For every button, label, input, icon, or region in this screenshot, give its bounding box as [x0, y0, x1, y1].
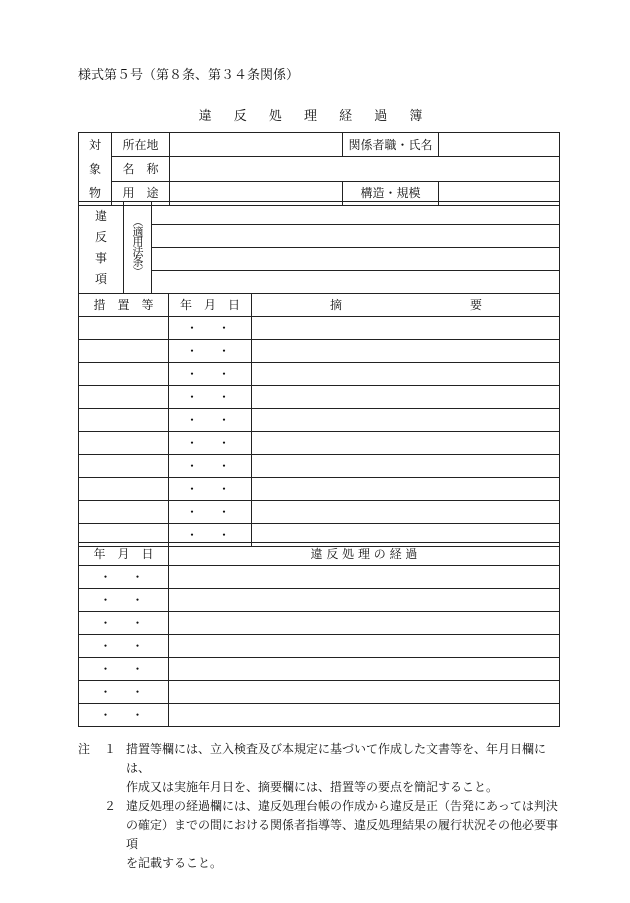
progress-date-cell[interactable]: ・ ・: [79, 589, 169, 612]
progress-cell[interactable]: [169, 566, 560, 589]
violation-label: 違 反 事 項: [79, 202, 124, 294]
progress-table: [78, 542, 560, 727]
measure-cell[interactable]: [79, 386, 169, 409]
location-field[interactable]: [170, 133, 343, 157]
summary-cell[interactable]: [252, 478, 560, 501]
use-label: 用 途: [112, 181, 170, 205]
measure-date-cell[interactable]: ・ ・: [169, 409, 252, 432]
measure-cell[interactable]: [79, 478, 169, 501]
progress-date-cell[interactable]: ・ ・: [79, 635, 169, 658]
note-text: 措置等欄には、立入検査及び本規定に基づいて作成した文書等を、年月日欄には、: [126, 742, 547, 775]
note-text: 作成又は実施年月日を、摘要欄には、措置等の要点を簡記すること。: [126, 780, 499, 794]
progress-cell[interactable]: [169, 612, 560, 635]
progress-date-header: 年 月 日: [79, 543, 169, 566]
progress-header: 違 反 処 理 の 経 過: [169, 543, 560, 566]
measure-date-cell[interactable]: ・ ・: [169, 363, 252, 386]
measures-row: [79, 363, 560, 386]
measure-date-cell[interactable]: ・ ・: [169, 524, 252, 547]
measure-date-cell[interactable]: ・ ・: [169, 455, 252, 478]
progress-row: [79, 658, 560, 681]
measures-row: [79, 409, 560, 432]
progress-row: [79, 681, 560, 704]
summary-cell[interactable]: [252, 455, 560, 478]
measures-row: [79, 478, 560, 501]
measure-cell[interactable]: [79, 501, 169, 524]
summary-cell[interactable]: [252, 386, 560, 409]
location-label: 所在地: [112, 133, 170, 157]
measures-row: [79, 340, 560, 363]
summary-cell[interactable]: [252, 409, 560, 432]
structure-label: 構造・規模: [343, 181, 439, 205]
notes-head: 注: [78, 742, 91, 756]
measure-date-cell[interactable]: ・ ・: [169, 501, 252, 524]
measure-date-cell[interactable]: ・ ・: [169, 432, 252, 455]
progress-date-cell[interactable]: ・ ・: [79, 704, 169, 727]
progress-cell[interactable]: [169, 681, 560, 704]
measure-date-cell[interactable]: ・ ・: [169, 340, 252, 363]
applicable-law-label: （適用法条）: [124, 202, 152, 294]
summary-header: 摘 要: [252, 294, 560, 317]
measure-cell[interactable]: [79, 340, 169, 363]
progress-row: [79, 635, 560, 658]
progress-date-cell[interactable]: ・ ・: [79, 681, 169, 704]
progress-date-cell[interactable]: ・ ・: [79, 566, 169, 589]
measure-cell[interactable]: [79, 363, 169, 386]
measure-cell[interactable]: [79, 317, 169, 340]
measures-row: [79, 386, 560, 409]
progress-row: [79, 566, 560, 589]
measure-date-cell[interactable]: ・ ・: [169, 386, 252, 409]
measure-cell[interactable]: [79, 455, 169, 478]
measure-date-cell[interactable]: ・ ・: [169, 478, 252, 501]
target-table: [78, 132, 560, 206]
progress-cell[interactable]: [169, 658, 560, 681]
note-number: １: [104, 742, 117, 756]
violation-row[interactable]: [152, 202, 560, 225]
progress-cell[interactable]: [169, 704, 560, 727]
summary-cell[interactable]: [252, 432, 560, 455]
person-label: 関係者職・氏名: [343, 133, 439, 157]
measures-row: [79, 455, 560, 478]
measures-table: [78, 293, 560, 547]
progress-cell[interactable]: [169, 635, 560, 658]
violation-row[interactable]: [152, 248, 560, 271]
measures-row: [79, 501, 560, 524]
target-group-label: 対 象 物: [79, 133, 112, 206]
summary-cell[interactable]: [252, 363, 560, 386]
note-number: ２: [104, 799, 117, 813]
violation-row[interactable]: [152, 271, 560, 294]
measure-date-cell[interactable]: ・ ・: [169, 317, 252, 340]
measure-cell[interactable]: [79, 409, 169, 432]
summary-cell[interactable]: [252, 317, 560, 340]
progress-row: [79, 612, 560, 635]
note-text: を記載すること。: [126, 856, 223, 870]
measures-row: [79, 317, 560, 340]
measure-cell[interactable]: [79, 432, 169, 455]
progress-row: [79, 704, 560, 727]
progress-date-cell[interactable]: ・ ・: [79, 658, 169, 681]
violation-row[interactable]: [152, 225, 560, 248]
violation-table: [78, 201, 560, 294]
form-number: 様式第５号（第８条、第３４条関係）: [78, 68, 300, 83]
notes: [78, 740, 568, 873]
document-title: 違 反 処 理 経 過 簿: [198, 109, 432, 124]
note-text: の確定）までの間における関係者指導等、違反処理結果の履行状況その他必要事項: [126, 818, 559, 851]
summary-cell[interactable]: [252, 340, 560, 363]
name-field[interactable]: [170, 157, 560, 181]
person-field[interactable]: [439, 133, 560, 157]
note-text: 違反処理の経過欄には、違反処理台帳の作成から違反是正（告発にあっては判決: [126, 799, 558, 813]
progress-cell[interactable]: [169, 589, 560, 612]
name-label: 名 称: [112, 157, 170, 181]
progress-date-cell[interactable]: ・ ・: [79, 612, 169, 635]
measures-row: [79, 432, 560, 455]
progress-row: [79, 589, 560, 612]
measures-header: 措 置 等: [79, 294, 169, 317]
measures-date-header: 年 月 日: [169, 294, 252, 317]
summary-cell[interactable]: [252, 501, 560, 524]
